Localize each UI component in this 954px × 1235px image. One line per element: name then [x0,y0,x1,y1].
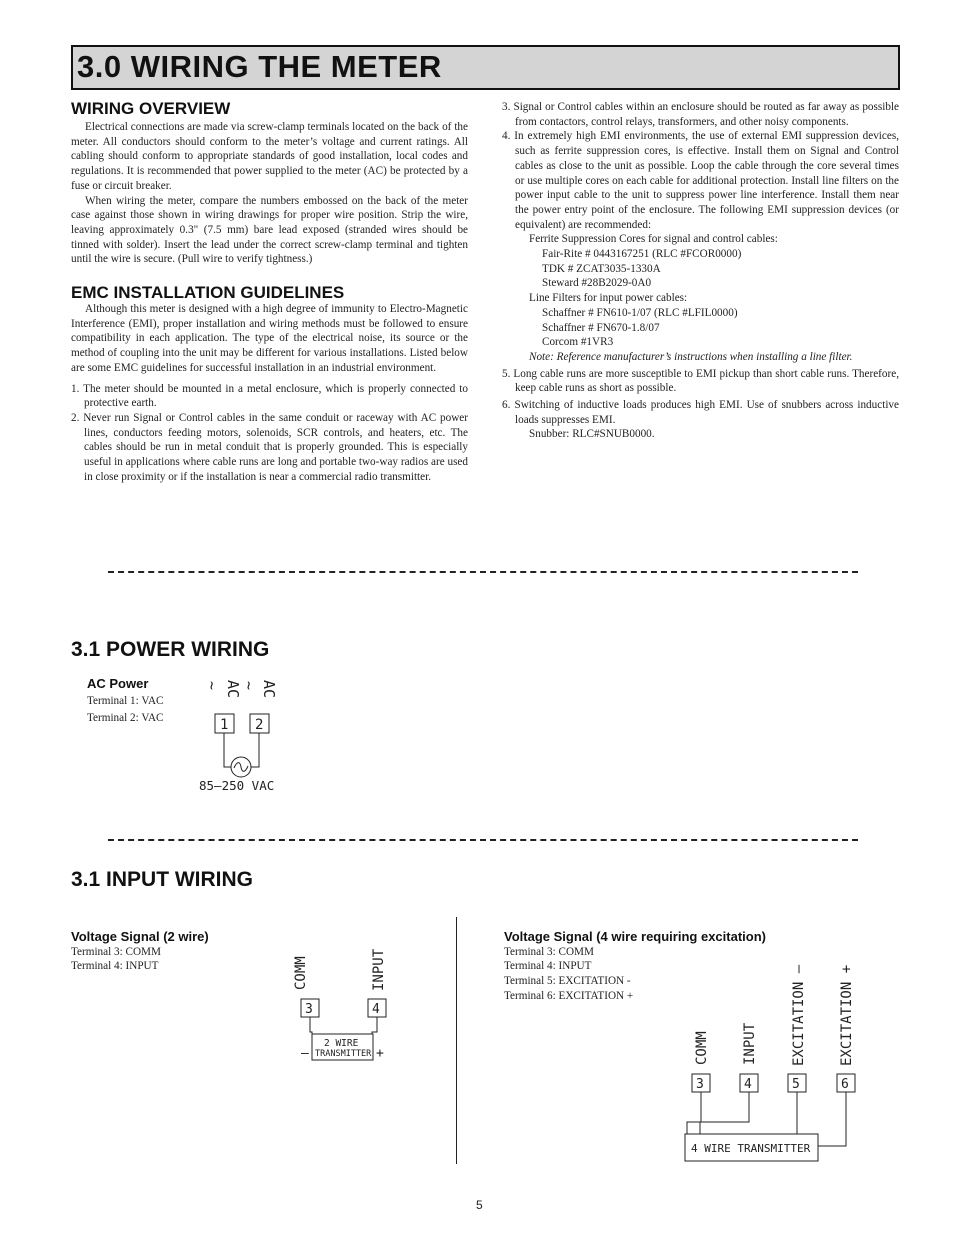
line-filter-note: Note: Reference manufacturer’s instructions when installing a line filter. [529,350,853,363]
wiring-overview-paragraph-2: When wiring the meter, compare the numbers embossed on the back of the meter case against those shown in wiring drawings for proper wire position. Strip the wire, leaving approximately 0.3" (7.5 mm) bare lead exposed (stranded wires should be tinned with solder). Insert the lead under the correct screw-clamp terminal and tighten until the wire is secure. (Pull wire to verify tightness.) [71,194,468,266]
excitation-minus-label: EXCITATION – [791,964,807,1066]
two-wire-terminal-3: Terminal 3: COMM [71,946,161,958]
terminal-4-number: 4 [744,1077,752,1092]
ac-tilde-1: ~ [203,681,221,691]
wire-input [700,1092,749,1134]
terminal-5-number: 5 [792,1077,800,1092]
four-wire-terminal-6: Terminal 6: EXCITATION + [504,990,634,1002]
wiring-overview-paragraph-1: Electrical connections are made via screw-clamp terminals located on the back of the meter. All conductors should conform to the meter’s voltage and current ratings. All cabling should conform to appropriate standards of good installation, local codes and regulations. It is recommended that power supplied to the meter (AC) be protected by a fuse or circuit breaker. [71,121,468,192]
four-wire-diagram [670,940,870,1170]
voltage-range-label: 85–250 VAC [199,778,275,793]
terminal-3-number: 3 [305,1002,313,1017]
power-terminal-2: Terminal 2: VAC [87,712,164,724]
column-separator [456,917,457,1164]
power-wiring-diagram [190,676,300,796]
transmitter-line-2: TRANSMITTER [315,1049,372,1059]
page-number: 5 [476,1198,483,1212]
filter-item-2: Schaffner # FN670-1.8/07 [542,321,660,334]
emc-item-3: 3. Signal or Control cables within an enclosure should be routed as far away as possible from contactors, control relays, transformers, and other noisy components. [502,101,899,128]
emc-intro: Although this meter is designed with a high degree of immunity to Electro-Magnetic Interference (EMI), proper installation and wiring methods must be followed to ensure compatibility in each application. The type of the electrical noise, its source or the method of coupling into the unit may be different for various installations. Listed below are some EMC guidelines for successful installation in an industrial environment. [71,303,468,374]
input-label: INPUT [742,1022,758,1065]
page-title: 3.0 WIRING THE METER [77,49,442,84]
excitation-plus-label: EXCITATION + [839,964,855,1066]
filter-item-3: Corcom #1VR3 [542,336,614,349]
four-wire-subheading: Voltage Signal (4 wire requiring excitation) [504,929,766,944]
emc-item-6: 6. Switching of inductive loads produces high EMI. Use of snubbers across inductive loads suppresses EMI. [502,399,899,426]
power-wire-1 [224,733,231,767]
terminal-2-number: 2 [255,717,264,733]
emc-item-4: 4. In extremely high EMI environments, the use of external EMI suppression devices, such as ferrite suppression cores, is effective. Install them on Signal and Control cables as close to the unit as possible. Loop the cable through the core several times or use multiple cores on each cable for additional protection. Install line filters on the power input cable to the unit to suppress power line interference. Install them near the power entry point of the enclosure. The following EMI suppression devices (or equivalent) are recommended: [502,130,899,231]
ac-label-1: AC [224,680,242,699]
power-wiring-heading: 3.1 POWER WIRING [71,638,270,661]
filter-item-1: Schaffner # FN610-1/07 (RLC #LFIL0000) [542,306,738,319]
power-wire-2 [251,733,259,767]
two-wire-diagram [290,938,400,1068]
ferrite-item-1: Fair-Rite # 0443167251 (RLC #FCOR0000) [542,248,742,261]
wire-excitation-plus [818,1092,846,1146]
snubber-line: Snubber: RLC#SNUB0000. [529,428,655,441]
wire-comm [687,1092,701,1134]
terminal-3-number: 3 [696,1077,704,1092]
page-title-bar [71,45,900,90]
terminal-4-number: 4 [372,1002,380,1017]
comm-label: COMM [694,1031,710,1065]
plus-sign: + [376,1046,384,1061]
emc-item-2: 2. Never run Signal or Control cables in the same conduit or raceway with AC power lines, conductors feeding motors, solenoids, SCR controls, and heaters, etc. The cables should be run in metal conduit that is properly grounded. This is especially useful in applications where cable runs are long and portable two-way radios are used in close proximity or if the installation is near a commercial radio transmitter. [71,411,468,483]
four-wire-terminal-3: Terminal 3: COMM [504,946,594,958]
input-label: INPUT [371,948,387,991]
ferrite-item-2: TDK # ZCAT3035-1330A [542,262,661,275]
section-divider [108,839,858,841]
ferrite-item-3: Steward #28B2029-0A0 [542,277,652,290]
filter-label: Line Filters for input power cables: [529,292,688,305]
comm-label: COMM [293,956,309,990]
emc-item-5: 5. Long cable runs are more susceptible to EMI pickup than short cable runs. Therefore, keep cable runs as short as possible. [502,367,899,395]
emc-item-1: 1. The meter should be mounted in a metal enclosure, which is properly connected to protective earth. [71,382,468,410]
minus-sign: – [301,1046,309,1061]
ac-tilde-2: ~ [240,681,258,691]
ferrite-label: Ferrite Suppression Cores for signal and control cables: [529,233,778,246]
four-wire-terminal-4: Terminal 4: INPUT [504,960,592,972]
wiring-overview-heading: WIRING OVERVIEW [71,99,231,118]
transmitter-line-1: 2 WIRE [324,1038,359,1049]
four-wire-transmitter-label: 4 WIRE TRANSMITTER [691,1142,811,1155]
terminal-1-number: 1 [220,717,229,733]
input-wiring-heading: 3.1 INPUT WIRING [71,868,254,891]
emc-heading: EMC INSTALLATION GUIDELINES [71,283,345,302]
two-wire-subheading: Voltage Signal (2 wire) [71,929,209,944]
terminal-6-number: 6 [841,1077,849,1092]
two-wire-terminal-4: Terminal 4: INPUT [71,960,159,972]
ac-label-2: AC [260,680,278,699]
four-wire-terminal-5: Terminal 5: EXCITATION - [504,975,631,987]
ac-power-subheading: AC Power [87,676,149,691]
power-terminal-1: Terminal 1: VAC [87,695,164,707]
section-divider [108,571,858,573]
